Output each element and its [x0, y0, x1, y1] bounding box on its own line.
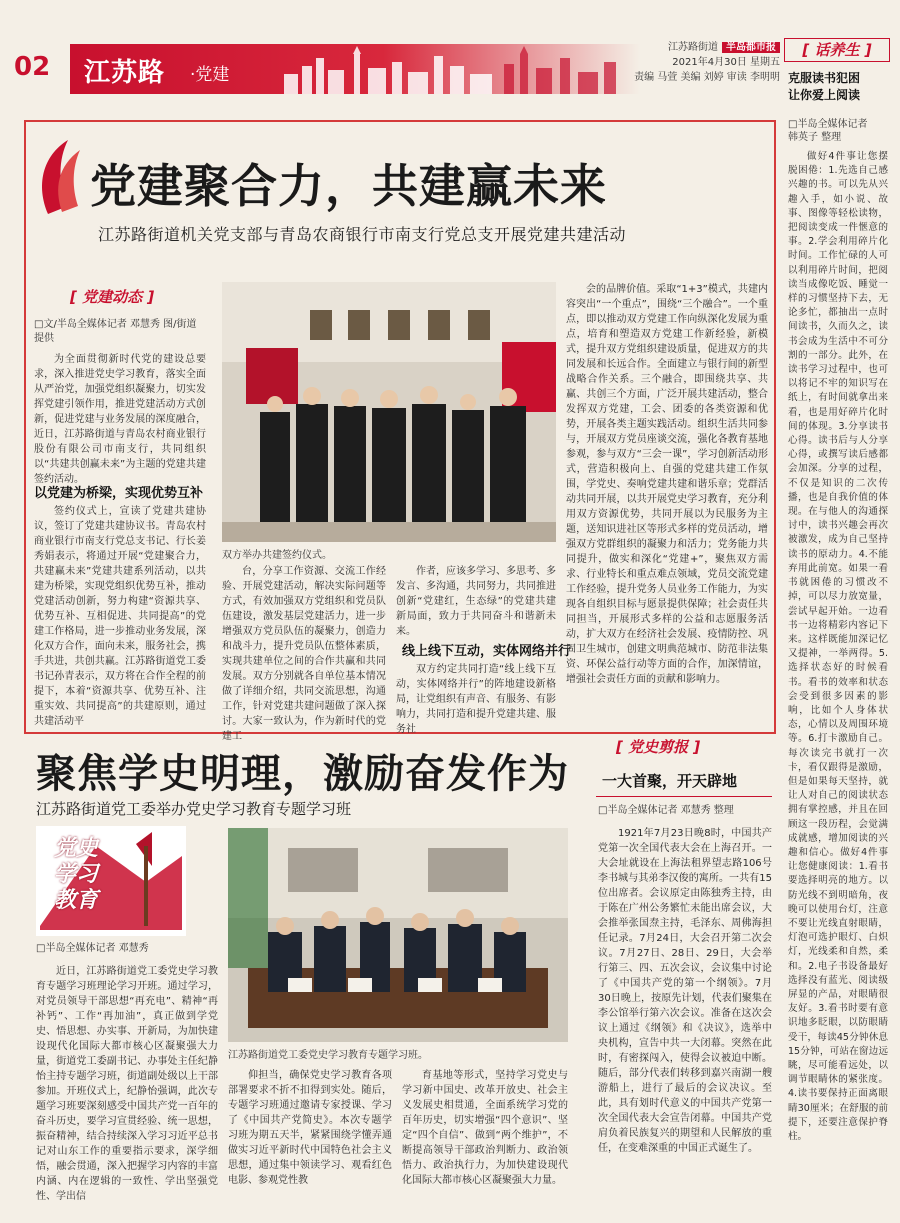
sidebar-column [784, 38, 890, 1208]
paper-name: 江苏路街道 [668, 42, 718, 53]
city-skyline-icon [274, 44, 634, 94]
story1-subheadline: 江苏路街道机关党支部与青岛农商银行市南支行党总支开展党建共建活动 [98, 225, 627, 244]
story1-subhead-b: 线上线下互动，实体网络并行 [402, 644, 572, 659]
sidebar-headline: 克服读书犯困 让你爱上阅读 [788, 71, 861, 102]
story1-byline: □文/半岛全媒体记者 邓慧秀 图/街道提供 [34, 319, 197, 344]
story1-col4: 会的品牌价值。采取“1+3”模式，共建内容突出“一个重点”，围绕“三个融合”。一个重点，即以推动双方党建工作向纵深化发展为重点，培育和塑造双方党建工作新经验，新模式，提升双方党组织建设质量，促进双方的共同发展和长远合作。全面建立与银行间的新型战略合作关系。三个融合，即围绕共享、共赢、共创三个方面，广泛开展共建活动，整合发挥双方党建，工会、团委的各类资源和优势，开展各类主题实践活动。组织生活共同参与，开展双方党员座谈交流，强化各教育基地参观，参与双方“三会一课”，学习创新活动形式，营造积极向上、自强的党建共建工作氛围，学党史、奏响党建共建和谐乐章；党群活动共同开展，以共开展党史学习教育，充分利用双方资源优势，共同开展以为民服务为主题，送知识进社区等形式多样的党员活动，增强双方党群组织的凝聚力和活力；党务能力共同提升，做实和深化“党建+”，聚焦双方需求、行业特长和重点难点领域，党员交流党建工作经验，提升党务人员业务工作能力，为实现各自组织目标与愿景提供保障；社会责任共同担当，开展形式多样的公益和志愿服务活动，扩大双方在经济社会发展、疫情防控、巩固卫生城市，创建文明典范城市、防范非法集资、环保公益行动等方面的合作，加深情谊，增强社会责任方面的贡献和影响力。 [566, 284, 768, 685]
badge-line-1: 党史 [54, 836, 99, 861]
story3-divider [596, 796, 772, 797]
story1-col2: 台，分享工作资源、交流工作经验、开展党建活动，解决实际问题等方式，有效加强双方党组织和党员队伍建设，激发基层党建活力，进一步增强双方党员队伍的凝聚力，创造力和战斗力，提升党员队伍整体素质，实现共建单位之间的合作共赢和共同发展。双方分别就各自单位基本情况做了详细介绍，共同交流思想，沟通工作，针对党建共建问题做了深入探讨。大家一致认为，作为新时代的党建工 [222, 566, 386, 742]
paper-brand: 半岛都市报 [722, 42, 780, 53]
issue-date: 2021年4月30日 星期五 [672, 57, 780, 68]
story1-lead: 为全面贯彻新时代党的建设总要求，深入推进党史学习教育，落实全面从严治党，加强党组织凝聚力，切实发挥党建引领作用，推进党建活动方式创新，促进党建与业务发展的深度融合，近日，江苏路街道与青岛农村商业银行股份有限公司市南支行，共同组织以“共建共创赢未来”为主题的党建共建签约活动。 [34, 354, 206, 485]
sidebar-byline: □半岛全媒体记者 韩英子 整理 [788, 119, 868, 143]
badge-line-3: 教育 [54, 888, 99, 913]
red-ribbon-icon [28, 136, 88, 216]
masthead-info [610, 40, 780, 85]
section-subtitle: ·党建 [190, 65, 230, 85]
study-class-photo [228, 828, 568, 1042]
story1-col3: 作者，应该多学习、多思考、多发言、多沟通，共同努力，共同推进创新“党建红，生态绿”的党建共建新局面，致力于共同奋斗和谐新未来。 [396, 566, 556, 637]
badge-line-2: 学习 [54, 862, 99, 887]
story3-body: 1921年7月23日晚8时，中国共产党第一次全国代表大会在上海召开。一大会址就设在上海法租界望志路106号李书城与其弟李汉俊的寓所。一共有15位出席者。会议原定由陈独秀主持，由于陈在广州公务繁忙未能出席会议，大会推举张国焘主持，毛泽东、周佛海担任记录。7月24日，大会召开第二次会议。7月27日、28日、29日，大会举行第三、四、五次会议，会议集中讨论了《中国共产党的第一个纲领》。7月30日晚上，按原先计划，代表们聚集在李公馆举行第六次会议。准备在这次会议上通过《纲领》和《决议》，选举中央机构，宣告中共一大闭幕。突然在此时，有密探闯入，使得会议被迫中断。随后，部分代表们转移到嘉兴南湖一艘游船上，进行了最后的会议决议。至此，具有划时代意义的中国共产党第一次全国代表大会宣告闭幕。中国共产党肩负着民族复兴的期望和人民解放的重任，在变难深重的中国正式诞生了。 [598, 828, 772, 1154]
story1-headline: 党建聚合力，共建赢未来 [90, 159, 607, 213]
story1-subhead-a: 以党建为桥梁，实现优势互补 [34, 486, 204, 501]
story2-byline: □半岛全媒体记者 邓慧秀 [36, 943, 149, 954]
story2-headline: 聚焦学史明理，激励奋发作为 [36, 751, 569, 797]
section-title: 江苏路 [84, 58, 166, 88]
story1-section-label: [ 党建动态 ] [70, 288, 155, 306]
party-history-badge [36, 826, 186, 936]
masthead [14, 38, 780, 102]
story3-byline: □半岛全媒体记者 邓慧秀 整理 [598, 805, 734, 816]
sidebar-body: 做好4件事让您摆脱困倦：1.先选自己感兴趣的书。可以先从兴趣入手，如小说、故事、图像等轻松读物，把阅读变成一件惬意的事。2.学会利用碎片化时间。工作忙碌的人可以利用碎片时间，把阅读当成像吃饭、睡觉一样的习惯坚持下去，无论多忙，都抽出一点时间读书，久而久之，读书会成为生活中不可分割的一部分。此外，在读书学习过程中，也可以将记不牢的知识写在纸上，有时间就拿出来看，也是用好碎片化时间的体现。3.分享读书心得。读书后与人分享心得，或撰写读后感都会加深。分享的过程，不仅是知识的二次传播，也是自我价值的体现。在与他人的沟通探讨中，读书兴趣会再次被激发，成为自己坚持读书的原动力。4.不能弃用此前宽。如果一看书就困倦的习惯改不掉，可以尽力放宽量，尝试早起开始。一边看书一边将精彩内容记下来。这样既能加深记忆又提神，一举两得。5.选择状态好的时候看书。看书的效率和状态会受到很多因素的影响，比如个人身体状态，心情以及周围环境等。6.打卡激励自己。每次读完书就打一次卡，看仅跟得是激励，但是如果每天坚持，就让人对自己的阅读状态拥有掌控感，并且在回顾这一段历程，会觉满成就感，增加阅读的兴趣和信心。做好4件事让您健康阅读：1.看书要选择明亮的地方。以防光线不到明暗角，夜晚可以使用台灯，注意不要让光线直射眼睛，灯泡可选护眼灯、白炽灯，光线柔和自然，柔和。2.电子书设备最好选择没有蓝光、阅读级屏显的产品，对眼睛很友好。3.看书时要有意识地多眨眼，以防眼睛受干，每读45分钟休息15分钟，可站在窗边远眺，尽可能看远处，以调节眼睛休的紧张度。4.读书要保持正面离眼睛30厘米；在舒服的前提下，还要注意保护脊柱。 [788, 151, 888, 1143]
story2-col2: 仰担当，确保党史学习教育各项部署要求不折不扣得到实处。随后，专题学习班通过邀请专家授课、学习了《中国共产党简史》。本次专题学习班为期五天半，紧紧围绕学懂弄通做实习近平新时代中国特色社会主义思想，通过集中领读学习、观看红色电影、参观党性教 [228, 1070, 392, 1186]
story1-photo-caption: 双方举办共建签约仪式。 [222, 550, 332, 561]
story2-col1: 近日，江苏路街道党工委党史学习教育专题学习班理论学习开班。通过学习，对党员领导干部思想“再充电”、精神“再补钙”、工作“再加油”，真正做到学党史、悟思想、办实事、开新局，为加快建设现代化国际大都市核心区凝聚强大力量，街道党工委副书记、办事处主任纪静怡主持专题学习班，街道副处级以上干部参加。开班仪式上，纪静怡强调，此次专题学习班要深刻感受中国共产党一百年的奋斗历史，要学习宣贯经验、统一思想，振奋精神，结合持续深入学习习近平总书记对山东工作的重要指示要求，深学细悟，融会贯通，深入把握学习内容的丰富内涵、内在逻辑的一致性、学出坚强党性、学出信 [36, 966, 218, 1202]
signing-ceremony-photo [222, 282, 556, 542]
story2-subheadline: 江苏路街道党工委举办党史学习教育专题学习班 [36, 800, 352, 818]
story3-section-label: [ 党史剪报 ] [616, 738, 701, 756]
story2-col3: 育基地等形式，坚持学习党史与学习新中国史、改革开放史、社会主义发展史相贯通，全面系统学习党的百年历史，切实增强“四个意识”、坚定“四个自信”、做到“两个维护”，不断提高领导干部政治判断力、政治领悟力、政治执行力，为加快建设现代化国际大都市核心区凝聚强大力量。 [402, 1070, 568, 1186]
story3-headline: 一大首聚，开天辟地 [602, 772, 738, 790]
editor-credits: 责编 马萱 美编 刘婷 审读 李明明 [634, 72, 780, 83]
page-number: 02 [14, 52, 51, 82]
story2-photo-caption: 江苏路街道党工委党史学习教育专题学习班。 [228, 1050, 428, 1061]
story1-col1: 签约仪式上，宣读了党建共建协议，签订了党建共建协议书。青岛农村商业银行市南支行党总支书记、行长姜秀娟表示，将通过开展“党建聚合力，共建赢未来”党建共建系列活动，以共建为桥梁，实现党组织优势互补，推动党建活动创新，努力构建“资源共享、优势互补、互相促进、共同提高”的党建工作格局，进一步推动业务发展，深化双方合作，面向未来，服务社会，携手共进，共创共赢。江苏路街道党工委书记孙青表示，双方将在合作全程的前提下，本着“资源共享、优势互补、注重实效、共同提高”的共建原则，通过共建活动平 [34, 506, 206, 727]
sidebar-title: [ 话养生 ] [784, 38, 890, 62]
story1-col3b: 双方约定共同打造“线上线下互动，实体网络并行”的阵地建设新格局，让党组织有声音、有服务、有影响力，共同打造和提升党建共建、服务社 [396, 664, 556, 735]
